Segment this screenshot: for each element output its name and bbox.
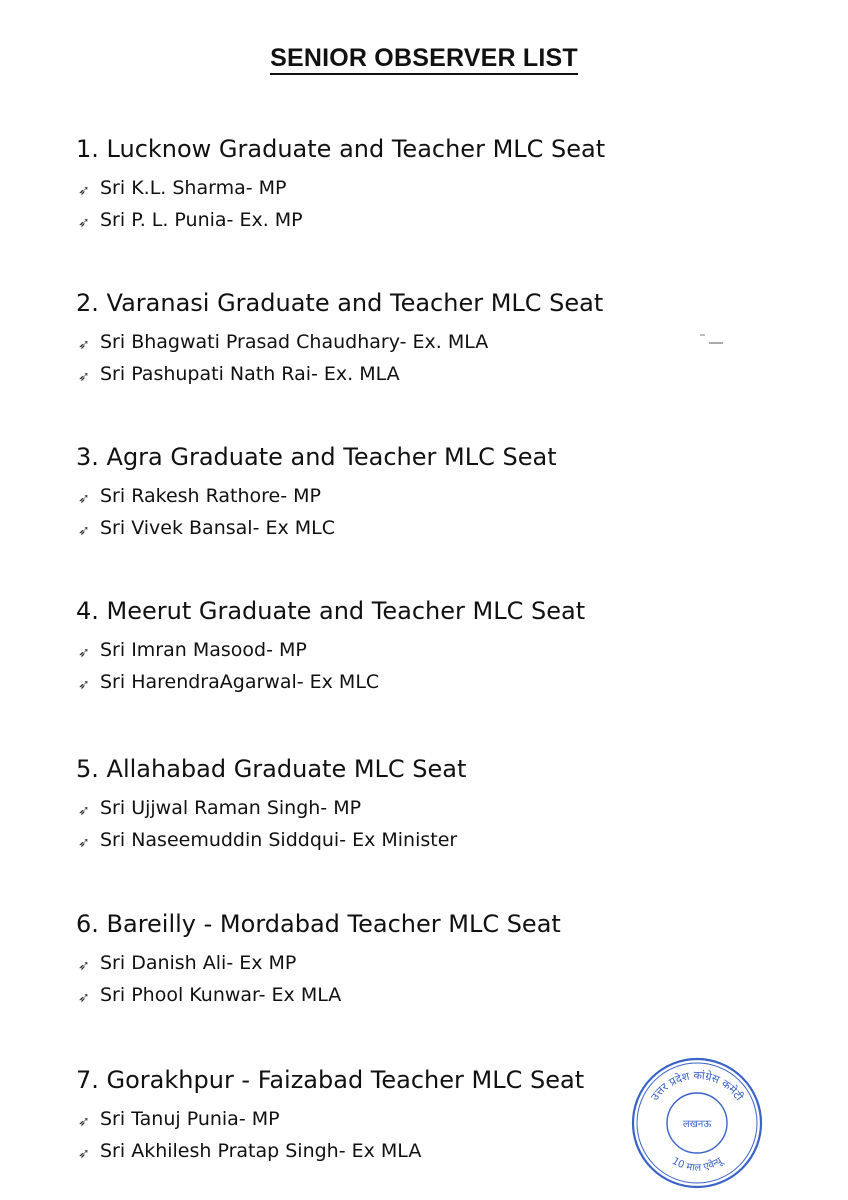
section-meerut (76, 597, 676, 695)
list-item: ➶ Sri Phool Kunwar- Ex MLA (76, 982, 676, 1008)
section-bareilly (76, 910, 676, 1008)
arrow-icon: ➶ (78, 183, 90, 199)
arrow-icon: ➶ (78, 645, 90, 661)
arrow-icon: ➶ (78, 990, 90, 1006)
page-title-text: SENIOR OBSERVER LIST (270, 44, 578, 75)
svg-text:उत्तर प्रदेश कांग्रेस कमेटी: उत्तर प्रदेश कांग्रेस कमेटी (648, 1068, 746, 1104)
arrow-icon: ➶ (78, 215, 90, 231)
section-heading: 6. Bareilly - Mordabad Teacher MLC Seat (76, 910, 561, 938)
section-heading: 2. Varanasi Graduate and Teacher MLC Seat (76, 289, 604, 317)
arrow-icon: ➶ (78, 958, 90, 974)
section-heading: 4. Meerut Graduate and Teacher MLC Seat (76, 597, 586, 625)
list-item: ➶ Sri HarendraAgarwal- Ex MLC (76, 669, 676, 695)
arrow-icon: ➶ (78, 523, 90, 539)
list-item: ➶ Sri Pashupati Nath Rai- Ex. MLA (76, 361, 676, 387)
svg-text:लखनऊ: लखनऊ (682, 1119, 712, 1130)
section-heading: 1. Lucknow Graduate and Teacher MLC Seat (76, 135, 606, 163)
scan-specks (700, 330, 730, 360)
arrow-icon: ➶ (78, 369, 90, 385)
section-allahabad (76, 755, 676, 853)
section-agra (76, 443, 676, 541)
list-item: ➶ Sri Danish Ali- Ex MP (76, 950, 676, 976)
section-heading: 3. Agra Graduate and Teacher MLC Seat (76, 443, 557, 471)
arrow-icon: ➶ (78, 337, 90, 353)
list-item: ➶ Sri Rakesh Rathore- MP (76, 483, 676, 509)
section-lucknow (76, 135, 676, 233)
svg-text:10 माल एवेन्यू: 10 माल एवेन्यू (669, 1155, 725, 1174)
list-item: ➶ Sri Imran Masood- MP (76, 637, 676, 663)
list-item: ➶ Sri Akhilesh Pratap Singh- Ex MLA (76, 1138, 676, 1164)
arrow-icon: ➶ (78, 803, 90, 819)
section-heading: 5. Allahabad Graduate MLC Seat (76, 755, 467, 783)
list-item: ➶ Sri P. L. Punia- Ex. MP (76, 207, 676, 233)
arrow-icon: ➶ (78, 1114, 90, 1130)
list-item: ➶ Sri Tanuj Punia- MP (76, 1106, 676, 1132)
section-heading: 7. Gorakhpur - Faizabad Teacher MLC Seat (76, 1066, 585, 1094)
section-varanasi (76, 289, 676, 387)
arrow-icon: ➶ (78, 1146, 90, 1162)
arrow-icon: ➶ (78, 677, 90, 693)
list-item: ➶ Sri K.L. Sharma- MP (76, 175, 676, 201)
page-title (0, 44, 848, 73)
section-gorakhpur (76, 1066, 676, 1164)
list-item: ➶ Sri Ujjwal Raman Singh- MP (76, 795, 676, 821)
list-item: ➶ Sri Naseemuddin Siddqui- Ex Minister (76, 827, 676, 853)
list-item: ➶ Sri Vivek Bansal- Ex MLC (76, 515, 676, 541)
arrow-icon: ➶ (78, 491, 90, 507)
office-stamp (627, 1053, 767, 1193)
list-item: ➶ Sri Bhagwati Prasad Chaudhary- Ex. MLA (76, 329, 676, 355)
arrow-icon: ➶ (78, 835, 90, 851)
